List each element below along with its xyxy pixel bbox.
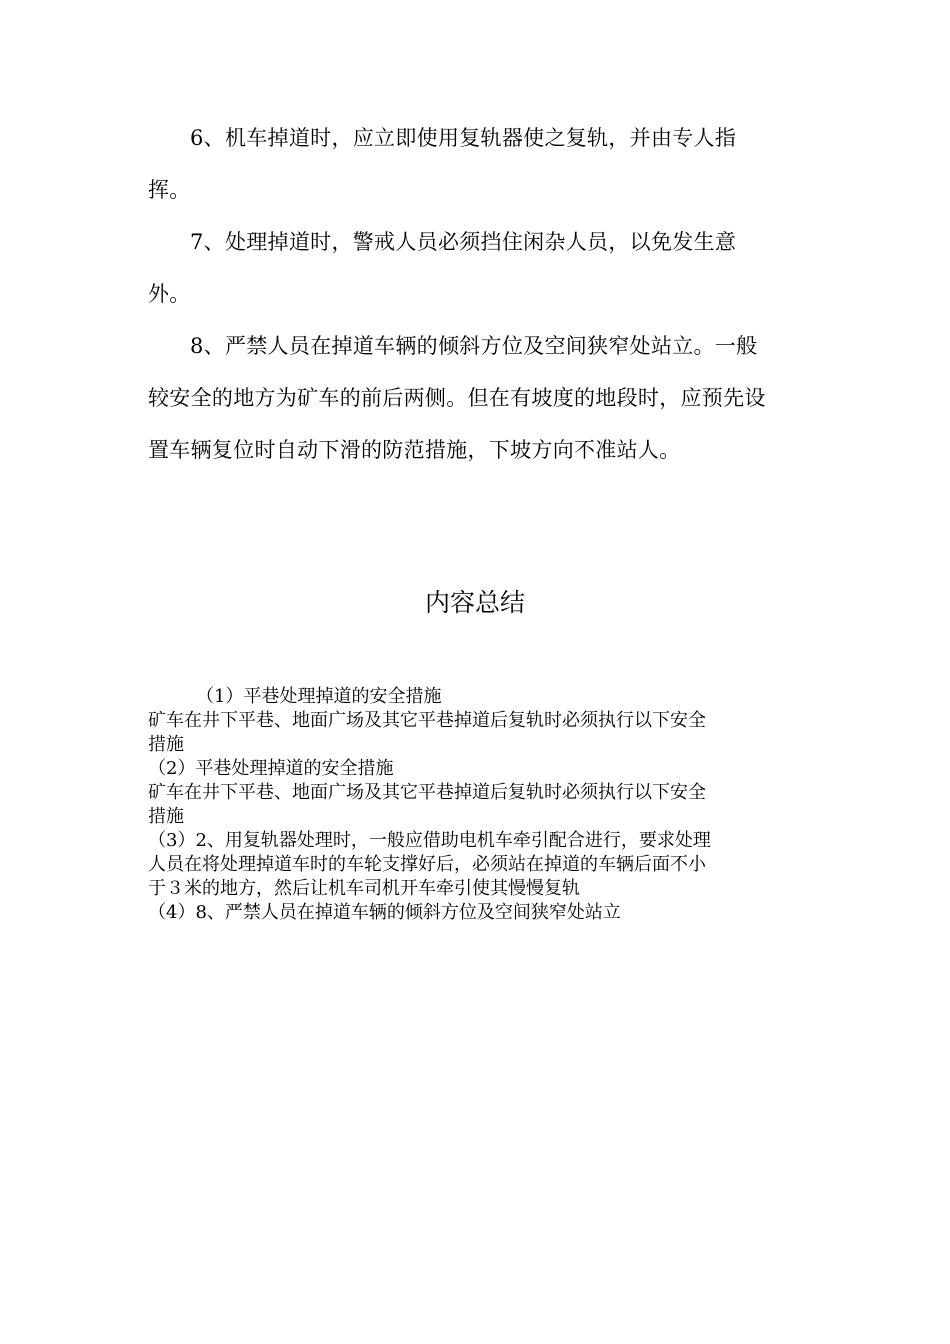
summary-line: （4）8、严禁人员在掉道车辆的倾斜方位及空间狭窄处站立 xyxy=(148,902,621,923)
paragraph-line: 外。 xyxy=(148,282,191,306)
paragraph-line: 挥。 xyxy=(148,178,191,202)
summary-list xyxy=(148,685,808,925)
paragraph-7 xyxy=(148,216,808,320)
summary-line: 人员在将处理掉道车时的车轮支撑好后，必须站在掉道的车辆后面不小 xyxy=(148,854,706,875)
body-text xyxy=(148,112,808,476)
paragraph-line: 8、严禁人员在掉道车辆的倾斜方位及空间狭窄处站立。一般 xyxy=(190,334,758,358)
paragraph-line: 较安全的地方为矿车的前后两侧。但在有坡度的地段时，应预先设 xyxy=(148,386,766,410)
summary-line: 矿车在井下平巷、地面广场及其它平巷掉道后复轨时必须执行以下安全 xyxy=(148,782,706,803)
summary-line: 措施 xyxy=(148,734,184,755)
summary-title: 内容总结 xyxy=(424,588,525,617)
paragraph-line: 6、机车掉道时，应立即使用复轨器使之复轨，并由专人指 xyxy=(190,126,737,150)
paragraph-line: 置车辆复位时自动下滑的防范措施，下坡方向不准站人。 xyxy=(148,438,681,462)
paragraph-6 xyxy=(148,112,808,216)
summary-line: 于３米的地方，然后让机车司机开车牵引使其慢慢复轨 xyxy=(148,878,580,899)
summary-line: （1）平巷处理掉道的安全措施 xyxy=(196,686,442,707)
summary-line: （2）平巷处理掉道的安全措施 xyxy=(148,758,394,779)
paragraph-8 xyxy=(148,320,808,476)
summary-line: （3）2、用复轨器处理时，一般应借助电机车牵引配合进行，要求处理 xyxy=(148,830,711,851)
paragraph-line: 7、处理掉道时，警戒人员必须挡住闲杂人员，以免发生意 xyxy=(190,230,737,254)
summary-line: 矿车在井下平巷、地面广场及其它平巷掉道后复轨时必须执行以下安全 xyxy=(148,710,706,731)
summary-line: 措施 xyxy=(148,806,184,827)
